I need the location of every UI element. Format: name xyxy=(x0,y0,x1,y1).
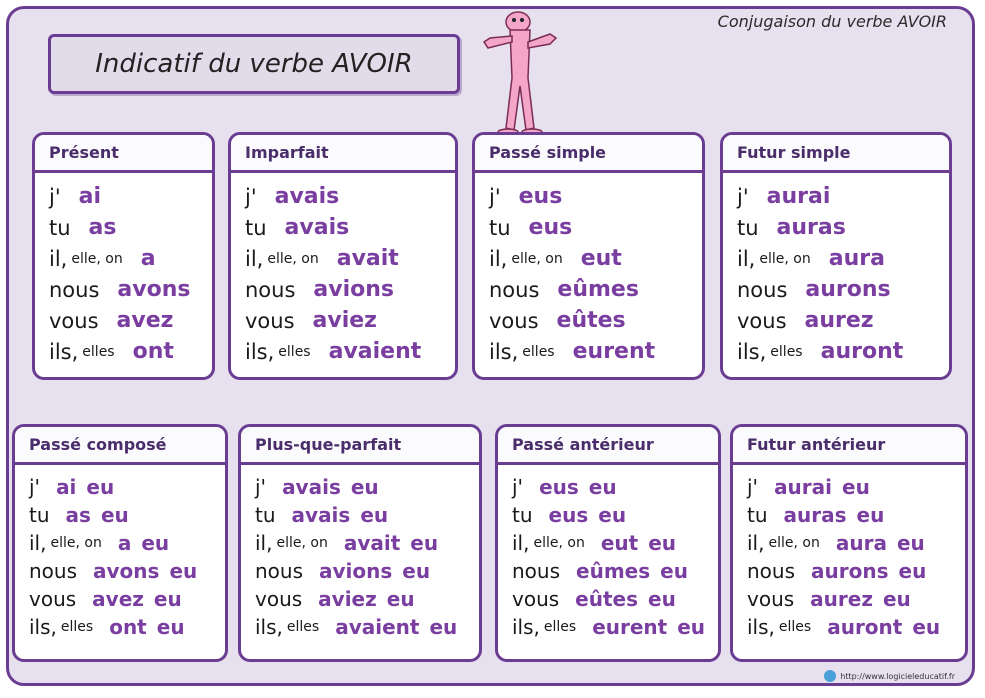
pronoun-extra: elle, on xyxy=(533,535,585,551)
auxiliary-form: a xyxy=(117,531,132,555)
tense-name: Futur simple xyxy=(723,135,949,173)
pronoun: il, xyxy=(49,246,68,271)
conjugation-row xyxy=(245,336,455,367)
past-participle: eu xyxy=(429,615,458,639)
verb-form: ai xyxy=(78,184,101,209)
pronoun: vous xyxy=(737,308,787,333)
pronoun: nous xyxy=(255,559,304,583)
past-participle: eu xyxy=(648,531,677,555)
past-participle: eu xyxy=(169,559,198,583)
verb-form: avions xyxy=(313,277,395,302)
past-participle: eu xyxy=(386,587,415,611)
past-participle: eu xyxy=(360,503,389,527)
pronoun: vous xyxy=(49,308,99,333)
auxiliary-form: auront xyxy=(827,615,903,639)
past-participle: eu xyxy=(896,531,925,555)
tense-card-passe-compose xyxy=(12,424,228,662)
past-participle: eu xyxy=(86,475,115,499)
conjugation-row xyxy=(512,613,718,641)
past-participle: eu xyxy=(898,559,927,583)
auxiliary-form: avais xyxy=(282,475,341,499)
conjugation-row xyxy=(255,501,479,529)
tense-name: Futur antérieur xyxy=(733,427,965,465)
conjugation-row xyxy=(512,529,718,557)
past-participle: eu xyxy=(648,587,676,611)
conjugation-row xyxy=(29,529,225,557)
past-participle: eu xyxy=(153,587,182,611)
pronoun: nous xyxy=(245,277,296,302)
tense-name: Plus-que-parfait xyxy=(241,427,479,465)
verb-form: avaient xyxy=(328,339,422,364)
tense-card-passe-anterieur xyxy=(495,424,721,662)
past-participle: eu xyxy=(677,615,706,639)
conjugation-row xyxy=(512,557,718,585)
verb-form: aurai xyxy=(766,184,831,209)
pronoun: tu xyxy=(245,215,267,240)
conjugation-row xyxy=(512,501,718,529)
auxiliary-form: aurez xyxy=(810,587,873,611)
pronoun: il, xyxy=(737,246,756,271)
conjugation-row xyxy=(489,274,702,305)
conjugation-row xyxy=(737,274,949,305)
pronoun-extra: elle, on xyxy=(511,250,563,267)
pronoun: tu xyxy=(29,503,50,527)
pronoun: il, xyxy=(245,246,264,271)
verb-form: eurent xyxy=(572,339,656,364)
tense-name: Passé simple xyxy=(475,135,702,173)
conjugation-row xyxy=(49,243,212,274)
conjugation-row xyxy=(29,557,225,585)
conjugation-row xyxy=(747,557,965,585)
pronoun: j' xyxy=(255,475,267,499)
pronoun: nous xyxy=(737,277,788,302)
conjugation-row xyxy=(512,473,718,501)
conjugation-row xyxy=(245,305,455,336)
pronoun: tu xyxy=(737,215,759,240)
auxiliary-form: aurai xyxy=(774,475,833,499)
auxiliary-form: avait xyxy=(343,531,401,555)
pronoun: tu xyxy=(489,215,511,240)
verb-form: avons xyxy=(117,277,191,302)
conjugation-row xyxy=(737,336,949,367)
conjugation-row xyxy=(29,473,225,501)
pronoun-extra: elles xyxy=(278,343,311,360)
pronoun: nous xyxy=(49,277,100,302)
conjugation-row xyxy=(255,613,479,641)
pronoun: il, xyxy=(489,246,508,271)
conjugation-row xyxy=(49,305,212,336)
pronoun: nous xyxy=(29,559,78,583)
tense-card-passe-simple xyxy=(472,132,705,380)
conjugation-row xyxy=(747,473,965,501)
verb-form: aurons xyxy=(805,277,891,302)
pronoun-extra: elle, on xyxy=(759,250,811,267)
verb-form: a xyxy=(140,246,156,271)
globe-icon xyxy=(824,670,836,682)
pronoun: vous xyxy=(489,308,539,333)
auxiliary-form: avez xyxy=(92,587,144,611)
pronoun-extra: elles xyxy=(60,619,94,635)
auxiliary-form: avaient xyxy=(335,615,420,639)
pronoun: tu xyxy=(49,215,71,240)
verb-form: avait xyxy=(336,246,399,271)
pronoun: ils, xyxy=(737,339,767,364)
past-participle: eu xyxy=(912,615,941,639)
conjugation-row xyxy=(49,212,212,243)
pronoun: ils, xyxy=(255,615,283,639)
conjugation-row xyxy=(489,243,702,274)
tense-card-plus-que-parfait xyxy=(238,424,482,662)
verb-form: eut xyxy=(580,246,622,271)
conjugation-row xyxy=(747,585,965,613)
conjugation-row xyxy=(255,473,479,501)
auxiliary-form: ont xyxy=(109,615,147,639)
corner-title: Conjugaison du verbe AVOIR xyxy=(717,12,947,31)
conjugation-row xyxy=(489,212,702,243)
pronoun: ils, xyxy=(512,615,540,639)
footer-link[interactable] xyxy=(824,670,955,682)
auxiliary-form: avais xyxy=(291,503,351,527)
auxiliary-form: auras xyxy=(783,503,847,527)
conjugation-row xyxy=(255,529,479,557)
past-participle: eu xyxy=(882,587,911,611)
auxiliary-form: eus xyxy=(539,475,579,499)
verb-form: auras xyxy=(776,215,846,240)
verb-form: auront xyxy=(820,339,904,364)
past-participle: eu xyxy=(598,503,627,527)
pronoun: vous xyxy=(245,308,295,333)
pronoun: il, xyxy=(255,531,273,555)
verb-form: eûtes xyxy=(556,308,626,333)
pronoun-extra: elles xyxy=(778,619,812,635)
conjugation-row xyxy=(29,501,225,529)
pronoun-extra: elle, on xyxy=(71,250,123,267)
conjugation-row xyxy=(49,181,212,212)
auxiliary-form: eus xyxy=(548,503,589,527)
past-participle: eu xyxy=(660,559,688,583)
conjugation-row xyxy=(489,305,702,336)
pronoun: ils, xyxy=(29,615,57,639)
conjugation-row xyxy=(245,212,455,243)
pronoun-extra: elles xyxy=(522,343,555,360)
auxiliary-form: avons xyxy=(93,559,160,583)
pronoun: nous xyxy=(512,559,561,583)
auxiliary-form: eut xyxy=(600,531,639,555)
pronoun-extra: elle, on xyxy=(267,250,319,267)
conjugation-row xyxy=(255,585,479,613)
past-participle: eu xyxy=(402,559,431,583)
verb-form: aviez xyxy=(312,308,377,333)
pronoun: vous xyxy=(29,587,77,611)
pronoun: tu xyxy=(255,503,276,527)
tense-name: Imparfait xyxy=(231,135,455,173)
past-participle: eu xyxy=(141,531,170,555)
conjugation-row xyxy=(49,274,212,305)
conjugation-row xyxy=(747,529,965,557)
past-participle: eu xyxy=(410,531,439,555)
pronoun-extra: elles xyxy=(770,343,803,360)
pronoun: j' xyxy=(49,184,61,209)
conjugation-row xyxy=(29,585,225,613)
past-participle: eu xyxy=(588,475,617,499)
pronoun: nous xyxy=(489,277,540,302)
verb-form: as xyxy=(88,215,117,240)
pronoun: nous xyxy=(747,559,796,583)
auxiliary-form: aura xyxy=(835,531,887,555)
verb-form: avez xyxy=(116,308,174,333)
footer-url-text: http://www.logicieleducatif.fr xyxy=(840,671,955,681)
auxiliary-form: aurons xyxy=(811,559,889,583)
pronoun: il, xyxy=(747,531,765,555)
pronoun: ils, xyxy=(245,339,275,364)
auxiliary-form: ai xyxy=(56,475,77,499)
pronoun-extra: elle, on xyxy=(768,535,820,551)
conjugation-row xyxy=(747,613,965,641)
main-title: Indicatif du verbe AVOIR xyxy=(48,34,460,94)
tense-name: Passé antérieur xyxy=(498,427,718,465)
verb-form: ont xyxy=(132,339,174,364)
verb-form: eus xyxy=(518,184,563,209)
conjugation-row xyxy=(255,557,479,585)
pronoun: j' xyxy=(489,184,501,209)
verb-form: eus xyxy=(528,215,573,240)
pronoun: il, xyxy=(512,531,530,555)
auxiliary-form: avions xyxy=(319,559,393,583)
pronoun: tu xyxy=(512,503,533,527)
pronoun: tu xyxy=(747,503,768,527)
conjugation-row xyxy=(489,181,702,212)
conjugation-row xyxy=(49,336,212,367)
past-participle: eu xyxy=(350,475,379,499)
pronoun-extra: elles xyxy=(543,619,577,635)
verb-form: avais xyxy=(274,184,340,209)
conjugation-row xyxy=(489,336,702,367)
conjugation-row xyxy=(747,501,965,529)
pronoun: j' xyxy=(747,475,759,499)
pronoun: j' xyxy=(737,184,749,209)
pronoun-extra: elle, on xyxy=(276,535,328,551)
conjugation-row xyxy=(737,181,949,212)
conjugation-row xyxy=(245,274,455,305)
pink-panther-illustration xyxy=(470,8,565,138)
verb-form: avais xyxy=(284,215,350,240)
pronoun: ils, xyxy=(747,615,775,639)
tense-card-futur-simple xyxy=(720,132,952,380)
conjugation-row xyxy=(737,212,949,243)
conjugation-row xyxy=(245,243,455,274)
tense-name: Passé composé xyxy=(15,427,225,465)
past-participle: eu xyxy=(100,503,129,527)
conjugation-row xyxy=(29,613,225,641)
verb-form: eûmes xyxy=(557,277,639,302)
past-participle: eu xyxy=(842,475,870,499)
conjugation-row xyxy=(512,585,718,613)
tense-card-imparfait xyxy=(228,132,458,380)
auxiliary-form: eûmes xyxy=(576,559,651,583)
pronoun: ils, xyxy=(49,339,79,364)
past-participle: eu xyxy=(156,615,185,639)
verb-form: aurez xyxy=(804,308,874,333)
past-participle: eu xyxy=(856,503,885,527)
conjugation-row xyxy=(245,181,455,212)
auxiliary-form: as xyxy=(65,503,91,527)
auxiliary-form: eûtes xyxy=(575,587,639,611)
pronoun: il, xyxy=(29,531,47,555)
pronoun: vous xyxy=(255,587,303,611)
conjugation-row xyxy=(737,243,949,274)
tense-card-present xyxy=(32,132,215,380)
pronoun: j' xyxy=(245,184,257,209)
tense-name: Présent xyxy=(35,135,212,173)
conjugation-row xyxy=(737,305,949,336)
pronoun: vous xyxy=(747,587,795,611)
pronoun-extra: elle, on xyxy=(50,535,102,551)
pronoun-extra: elles xyxy=(82,343,115,360)
auxiliary-form: eurent xyxy=(592,615,668,639)
pronoun: ils, xyxy=(489,339,519,364)
pronoun: j' xyxy=(29,475,41,499)
pronoun: j' xyxy=(512,475,524,499)
auxiliary-form: aviez xyxy=(318,587,377,611)
verb-form: aura xyxy=(828,246,885,271)
pronoun-extra: elles xyxy=(286,619,320,635)
pronoun: vous xyxy=(512,587,560,611)
tense-card-futur-anterieur xyxy=(730,424,968,662)
